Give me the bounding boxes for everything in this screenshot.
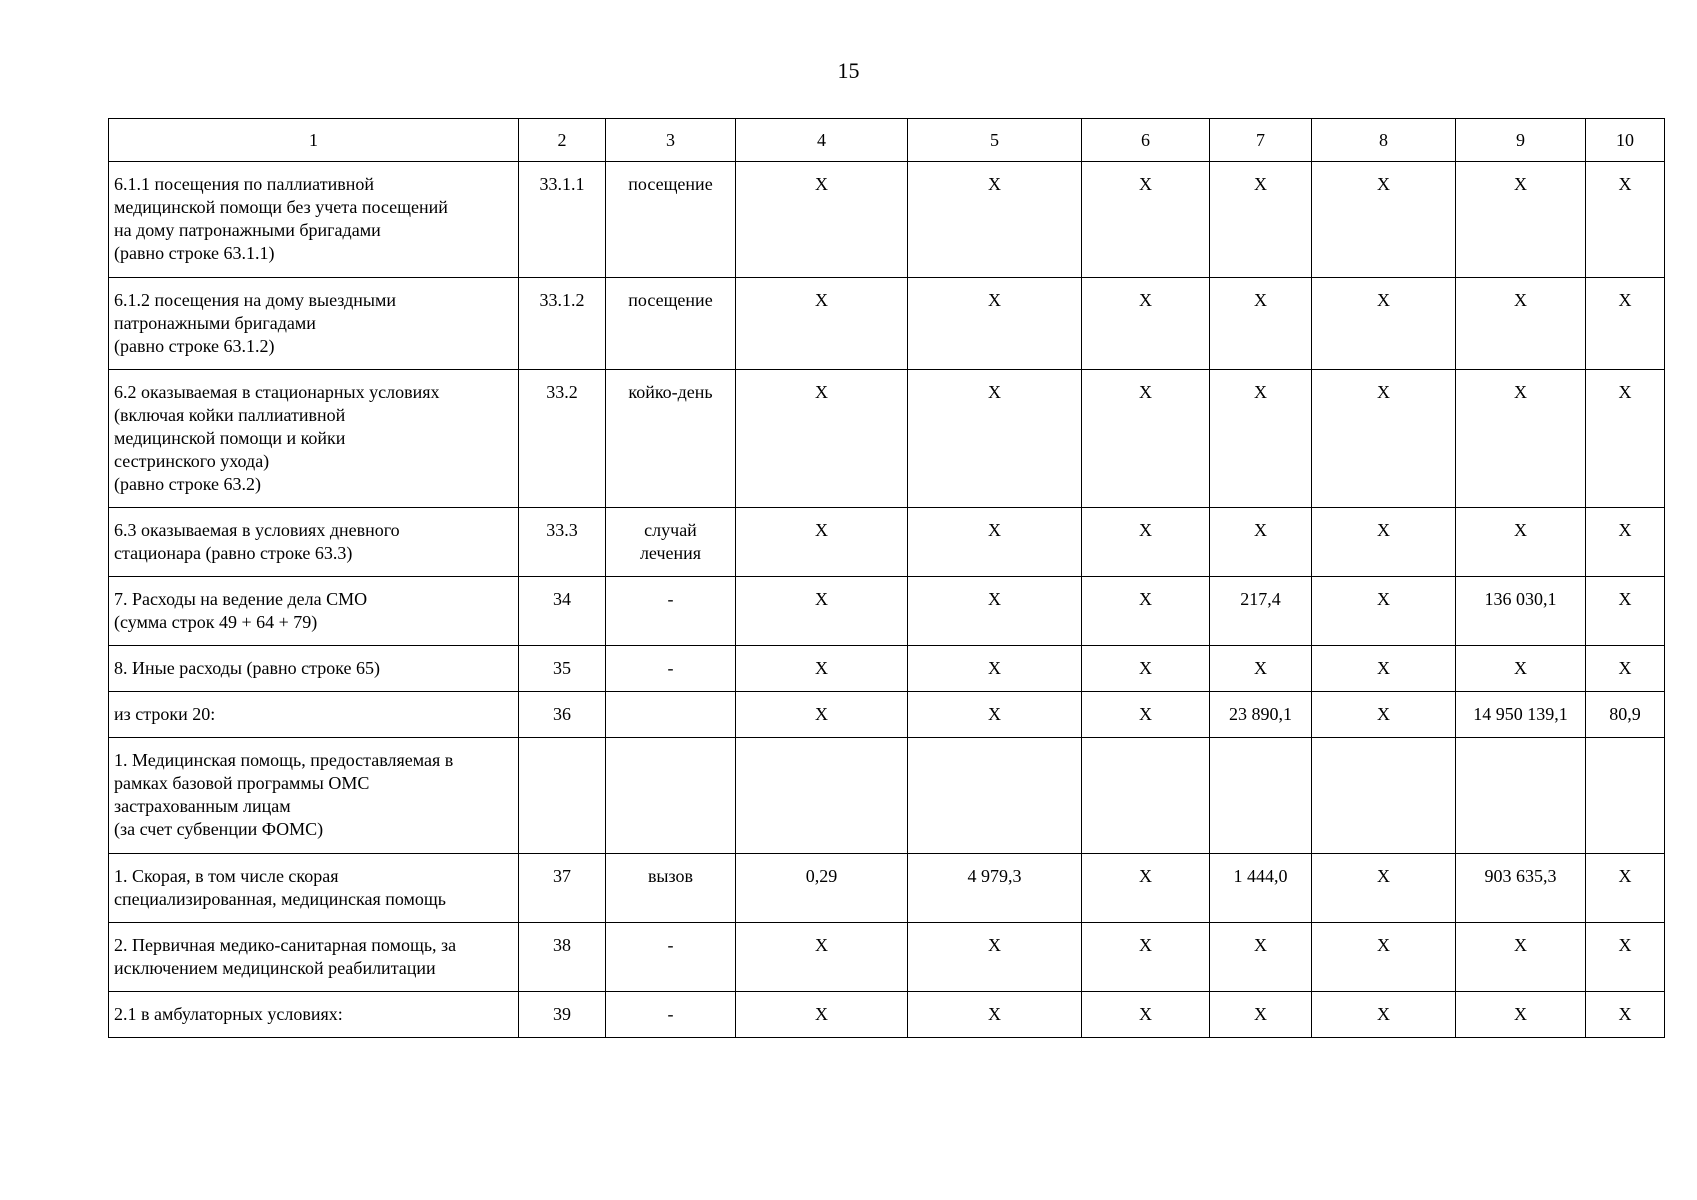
table-row	[109, 646, 1665, 692]
row-code: 35	[519, 646, 606, 692]
table-cell: X	[736, 508, 908, 577]
table-cell: 0,29	[736, 854, 908, 923]
header-cell: 4	[736, 119, 908, 162]
row-code: 34	[519, 577, 606, 646]
table-cell: X	[1210, 278, 1312, 370]
row-code: 33.1.1	[519, 162, 606, 278]
table-cell: X	[1456, 646, 1586, 692]
table-cell: X	[1586, 370, 1665, 508]
table-cell: X	[908, 278, 1082, 370]
table-row	[109, 854, 1665, 923]
row-unit: посещение	[606, 162, 736, 278]
table-cell: X	[1456, 162, 1586, 278]
table-cell: X	[736, 923, 908, 992]
row-code: 37	[519, 854, 606, 923]
table-cell: X	[1312, 854, 1456, 923]
row-code: 39	[519, 992, 606, 1038]
row-code: 36	[519, 692, 606, 738]
header-cell: 6	[1082, 119, 1210, 162]
table-header-row	[109, 119, 1665, 162]
table-cell: 136 030,1	[1456, 577, 1586, 646]
table-row	[109, 370, 1665, 508]
table-cell: X	[1586, 508, 1665, 577]
table-cell: X	[1210, 508, 1312, 577]
table-cell: X	[1210, 923, 1312, 992]
row-unit: посещение	[606, 278, 736, 370]
row-unit: -	[606, 646, 736, 692]
row-description: из строки 20:	[109, 692, 519, 738]
row-description: 1. Скорая, в том числе скорая специализированная, медицинская помощь	[109, 854, 519, 923]
header-cell: 7	[1210, 119, 1312, 162]
row-unit: -	[606, 992, 736, 1038]
table-cell	[908, 738, 1082, 854]
table-cell: X	[1082, 992, 1210, 1038]
table-cell: X	[1456, 992, 1586, 1038]
table-cell: X	[1082, 162, 1210, 278]
table-cell: X	[1312, 577, 1456, 646]
table-cell: X	[1210, 646, 1312, 692]
table-row	[109, 278, 1665, 370]
table-row	[109, 738, 1665, 854]
table-cell: X	[908, 370, 1082, 508]
table-cell: 14 950 139,1	[1456, 692, 1586, 738]
row-description: 8. Иные расходы (равно строке 65)	[109, 646, 519, 692]
table-cell: X	[1456, 923, 1586, 992]
table-cell: X	[736, 162, 908, 278]
header-cell: 8	[1312, 119, 1456, 162]
table-cell: X	[1586, 854, 1665, 923]
table-cell: X	[1312, 508, 1456, 577]
table-cell	[1312, 738, 1456, 854]
table-row	[109, 692, 1665, 738]
table-cell: X	[1082, 646, 1210, 692]
table-cell: 1 444,0	[1210, 854, 1312, 923]
table-cell: 903 635,3	[1456, 854, 1586, 923]
table-cell: X	[1586, 162, 1665, 278]
table-cell: X	[1312, 278, 1456, 370]
row-unit: -	[606, 923, 736, 992]
row-description: 2.1 в амбулаторных условиях:	[109, 992, 519, 1038]
table-cell: X	[736, 577, 908, 646]
table-cell: X	[908, 646, 1082, 692]
table-cell: X	[1082, 508, 1210, 577]
table-cell	[1082, 738, 1210, 854]
table-cell: X	[1312, 692, 1456, 738]
data-table	[108, 118, 1665, 1038]
table-cell: X	[1586, 646, 1665, 692]
table-cell: X	[736, 646, 908, 692]
table-cell	[736, 738, 908, 854]
table-cell: X	[736, 370, 908, 508]
table-cell	[1586, 738, 1665, 854]
table-cell: X	[1586, 992, 1665, 1038]
table-cell: X	[1586, 923, 1665, 992]
table-cell	[1210, 738, 1312, 854]
table-cell: X	[1082, 692, 1210, 738]
row-description: 6.1.2 посещения на дому выездными патронажными бригадами (равно строке 63.1.2)	[109, 278, 519, 370]
table-row	[109, 992, 1665, 1038]
table-row	[109, 162, 1665, 278]
table-cell: X	[736, 992, 908, 1038]
row-description: 6.2 оказываемая в стационарных условиях (включая койки паллиативной медицинской помощи и койки сестринского ухода) (равно строке 63.2)	[109, 370, 519, 508]
table-cell: X	[1082, 577, 1210, 646]
table-cell: X	[908, 508, 1082, 577]
table-cell	[1456, 738, 1586, 854]
row-description: 7. Расходы на ведение дела СМО (сумма строк 49 + 64 + 79)	[109, 577, 519, 646]
table-cell: X	[736, 278, 908, 370]
header-cell: 10	[1586, 119, 1665, 162]
row-unit: койко-день	[606, 370, 736, 508]
header-cell: 5	[908, 119, 1082, 162]
header-cell: 2	[519, 119, 606, 162]
row-code: 33.1.2	[519, 278, 606, 370]
table-cell: X	[908, 923, 1082, 992]
table-cell: X	[1082, 370, 1210, 508]
header-cell: 1	[109, 119, 519, 162]
row-code: 33.2	[519, 370, 606, 508]
table-cell: X	[1586, 278, 1665, 370]
row-unit: вызов	[606, 854, 736, 923]
row-unit	[606, 738, 736, 854]
header-cell: 3	[606, 119, 736, 162]
table-cell: X	[736, 692, 908, 738]
table-cell: X	[1312, 162, 1456, 278]
table-cell: X	[1312, 992, 1456, 1038]
row-description: 2. Первичная медико-санитарная помощь, за исключением медицинской реабилитации	[109, 923, 519, 992]
table-row	[109, 508, 1665, 577]
table-cell: 217,4	[1210, 577, 1312, 646]
table-cell: X	[1210, 992, 1312, 1038]
table-cell: X	[1456, 278, 1586, 370]
row-description: 1. Медицинская помощь, предоставляемая в рамках базовой программы ОМС застрахованным лицам (за счет субвенции ФОМС)	[109, 738, 519, 854]
table-cell: X	[1312, 370, 1456, 508]
row-code: 33.3	[519, 508, 606, 577]
table-cell: 80,9	[1586, 692, 1665, 738]
row-code	[519, 738, 606, 854]
table-cell: X	[908, 692, 1082, 738]
table-cell: X	[1210, 162, 1312, 278]
table-cell: 23 890,1	[1210, 692, 1312, 738]
page-number: 15	[837, 58, 860, 83]
table-cell: X	[1456, 370, 1586, 508]
table-cell: X	[908, 162, 1082, 278]
table-cell: X	[1082, 278, 1210, 370]
table-cell: X	[1456, 508, 1586, 577]
row-unit	[606, 692, 736, 738]
table-row	[109, 923, 1665, 992]
table-cell: X	[908, 992, 1082, 1038]
table-row	[109, 577, 1665, 646]
table-cell: X	[908, 577, 1082, 646]
table-cell: X	[1210, 370, 1312, 508]
row-description: 6.1.1 посещения по паллиативной медицинской помощи без учета посещений на дому патронажными бригадами (равно строке 63.1.1)	[109, 162, 519, 278]
table-cell: X	[1312, 923, 1456, 992]
table-cell: X	[1082, 923, 1210, 992]
row-unit: случай лечения	[606, 508, 736, 577]
table-cell: X	[1312, 646, 1456, 692]
row-code: 38	[519, 923, 606, 992]
table-cell: X	[1082, 854, 1210, 923]
table-cell: 4 979,3	[908, 854, 1082, 923]
row-description: 6.3 оказываемая в условиях дневного стационара (равно строке 63.3)	[109, 508, 519, 577]
header-cell: 9	[1456, 119, 1586, 162]
row-unit: -	[606, 577, 736, 646]
table-cell: X	[1586, 577, 1665, 646]
